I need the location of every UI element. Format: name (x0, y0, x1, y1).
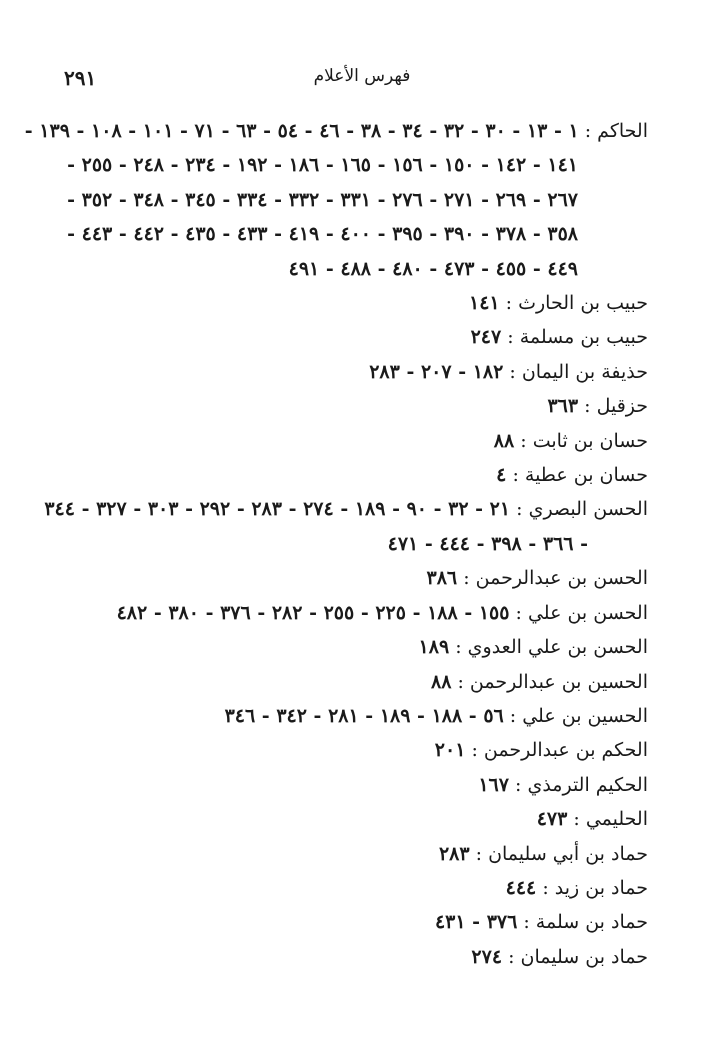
index-entry (58, 837, 648, 871)
page-number: ٢٩١ (64, 66, 97, 90)
index-entry (58, 699, 648, 733)
entry-pages: ٤٤٩ - ٤٥٥ - ٤٧٣ - ٤٨٠ - ٤٨٨ - ٤٩١ (288, 257, 578, 280)
entry-name: حسان بن ثابت : (520, 429, 648, 452)
entry-pages: ٤ (496, 464, 507, 487)
entry-pages: ٣٨٦ (426, 567, 458, 590)
entry-pages: ٨٨ (430, 670, 452, 693)
entry-pages: ١٨٢ - ٢٠٧ - ٢٨٣ (369, 360, 504, 383)
entry-name: الحسن بن علي العدوي : (455, 636, 648, 659)
entry-pages: ١٨٩ (418, 636, 450, 659)
entry-name: الحسن بن عبدالرحمن : (463, 567, 648, 590)
entry-pages: ٥٦ - ١٨٨ - ١٨٩ - ٢٨١ - ٣٤٢ - ٣٤٦ (224, 704, 504, 727)
index-entry-continuation (58, 252, 648, 286)
entry-pages: ٣٦٣ (547, 395, 579, 418)
entry-name: الحسن البصري : (516, 498, 648, 521)
entry-pages: ٢٦٧ - ٢٦٩ - ٢٧١ - ٢٧٦ - ٣٣١ - ٣٣٢ - ٣٣٤ - ٣٤٥ - ٣٤٨ - ٣٥٢ - (67, 188, 578, 211)
entry-pages: ٣٥٨ - ٣٧٨ - ٣٩٠ - ٣٩٥ - ٤٠٠ - ٤١٩ - ٤٣٣ - ٤٣٥ - ٤٤٢ - ٤٤٣ - (67, 223, 578, 246)
entry-name: حبيب بن الحارث : (505, 292, 648, 315)
index-entry (58, 665, 648, 699)
entry-pages: ٢٧٤ (471, 945, 503, 968)
entry-pages: ١٥٥ - ١٨٨ - ٢٢٥ - ٢٥٥ - ٢٨٢ - ٣٧٦ - ٣٨٠ - ٤٨٢ (116, 601, 510, 624)
index-entry (58, 389, 648, 423)
entry-pages: ١ - ١٣ - ٣٠ - ٣٢ - ٣٤ - ٣٨ - ٤٦ - ٥٤ - ٦٣ - ٧١ - ١٠١ - ١٠٨ - ١٣٩ - (24, 120, 579, 142)
index-entry (44, 492, 648, 526)
entry-pages: ١٤١ (469, 292, 500, 315)
entry-name: الحسين بن عبدالرحمن : (457, 670, 648, 693)
entry-pages: ٤٤٤ (505, 876, 537, 899)
entry-name: الحسين بن علي : (509, 704, 648, 727)
index-entries (24, 114, 648, 974)
entry-name: حبيب بن مسلمة : (507, 326, 648, 349)
index-entry (24, 114, 648, 148)
index-entry (58, 630, 648, 664)
entry-pages: ٤٧٣ (536, 808, 568, 831)
index-entry (58, 871, 648, 905)
entry-pages: ١٦٧ (478, 773, 509, 796)
index-entry (58, 458, 648, 492)
entry-pages: ٣٧٦ - ٤٣١ (434, 911, 518, 934)
index-entry (58, 286, 648, 320)
index-entry (58, 905, 648, 939)
index-entry (58, 424, 648, 458)
entry-pages: ٢٠١ (434, 739, 466, 762)
entry-name: الحكيم الترمذي : (515, 773, 648, 796)
entry-name: حماد بن زيد : (542, 876, 648, 899)
index-entry (58, 733, 648, 767)
entry-name: حسان بن عطية : (512, 464, 648, 487)
index-entry (58, 940, 648, 974)
page-header-title: فهرس الأعلام (313, 66, 411, 86)
entry-name: حماد بن أبي سليمان : (475, 842, 648, 865)
index-entry (58, 320, 648, 354)
entry-name: حذيفة بن اليمان : (509, 360, 648, 383)
index-entry (58, 355, 648, 389)
entry-pages: ٢٨٣ (438, 842, 470, 865)
entry-pages: ٢١ - ٣٢ - ٩٠ - ١٨٩ - ٢٧٤ - ٢٨٣ - ٢٩٢ - ٣٠٣ - ٣٢٧ - ٣٤٤ (44, 498, 511, 521)
entry-name: حماد بن سليمان : (508, 945, 648, 968)
entry-name: حماد بن سلمة : (523, 911, 648, 934)
entry-name: الحاكم : (584, 120, 648, 142)
index-entry (58, 596, 648, 630)
entry-pages: ١٤١ - ١٤٢ - ١٥٠ - ١٥٦ - ١٦٥ - ١٨٦ - ١٩٢ - ٢٣٤ - ٢٤٨ - ٢٥٥ - (67, 154, 578, 177)
entry-pages: ٢٤٧ (470, 326, 502, 349)
index-entry-continuation (58, 148, 648, 182)
index-entry-continuation (58, 183, 648, 217)
entry-name: الحليمي : (573, 808, 648, 831)
entry-name: الحكم بن عبدالرحمن : (471, 739, 648, 762)
index-entry (58, 802, 648, 836)
index-entry-continuation (58, 527, 648, 561)
index-entry-continuation (58, 217, 648, 251)
entry-pages: - ٣٦٦ - ٣٩٨ - ٤٤٤ - ٤٧١ (387, 532, 588, 555)
index-entry (58, 561, 648, 595)
index-entry (58, 768, 648, 802)
entry-name: الحسن بن علي : (515, 601, 648, 624)
entry-name: حزقيل : (584, 395, 648, 418)
entry-pages: ٨٨ (493, 429, 515, 452)
